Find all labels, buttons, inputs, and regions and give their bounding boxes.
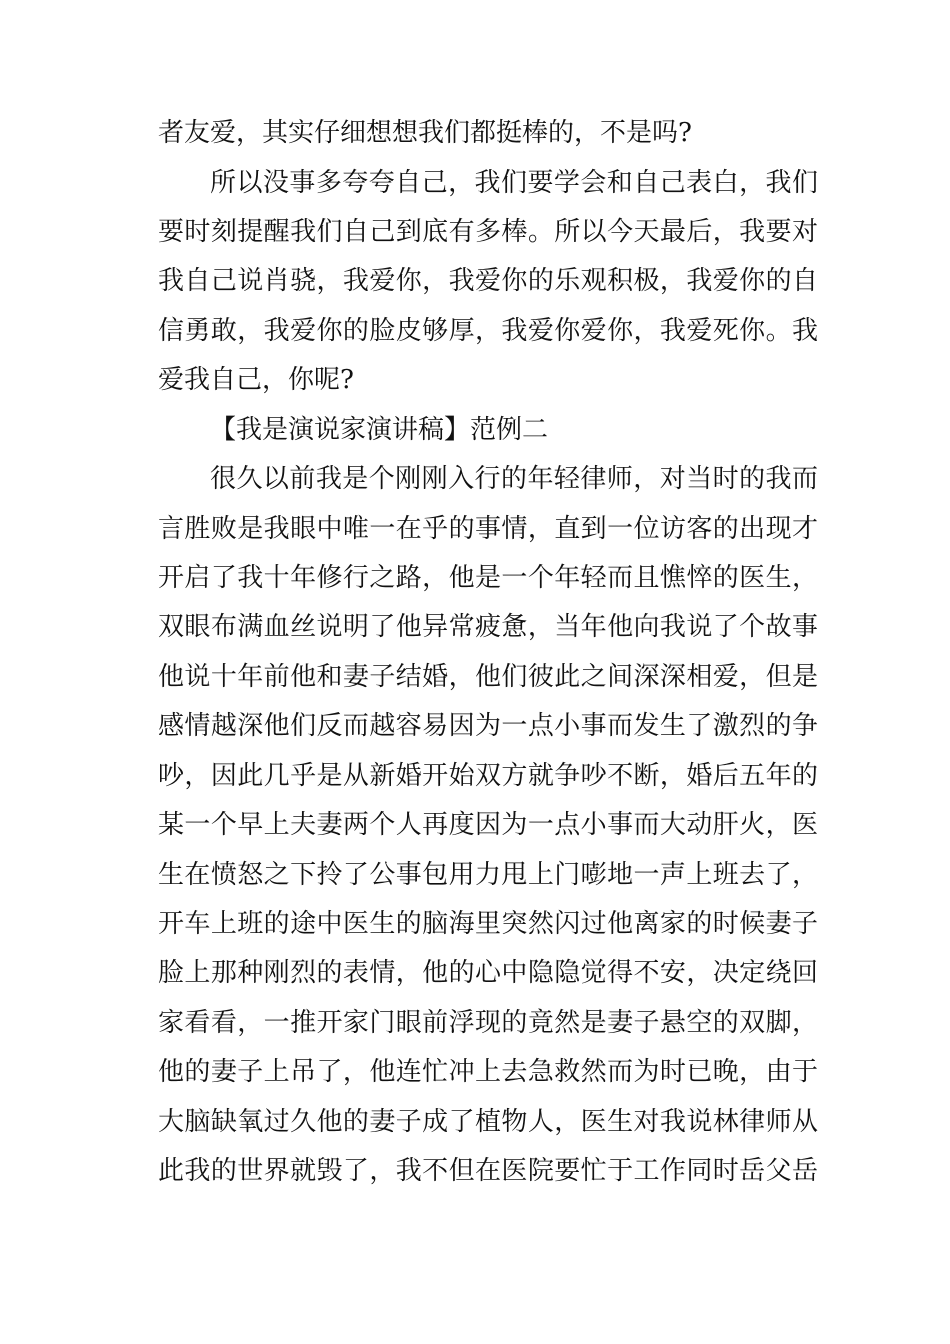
paragraph-line: 开车上班的途中医生的脑海里突然闪过他离家的时候妻子 bbox=[158, 909, 818, 939]
section-heading: 【我是演说家演讲稿】范例二 bbox=[210, 415, 549, 445]
paragraph-line: 开启了我十年修行之路，他是一个年轻而且憔悴的医生， bbox=[158, 563, 818, 593]
paragraph-line: 要时刻提醒我们自己到底有多棒。所以今天最后，我要对 bbox=[158, 217, 818, 247]
paragraph-line: 生在愤怒之下拎了公事包用力甩上门嘭地一声上班去了， bbox=[158, 860, 818, 890]
paragraph-line: 此我的世界就毁了，我不但在医院要忙于工作同时岳父岳 bbox=[158, 1156, 818, 1186]
paragraph-line: 我自己说肖骁，我爱你，我爱你的乐观积极，我爱你的自 bbox=[158, 266, 818, 296]
paragraph-line: 信勇敢，我爱你的脸皮够厚，我爱你爱你，我爱死你。我 bbox=[158, 316, 818, 346]
paragraph-line: 所以没事多夸夸自己，我们要学会和自己表白，我们 bbox=[210, 168, 818, 198]
paragraph-line: 者友爱，其实仔细想想我们都挺棒的，不是吗? bbox=[158, 118, 692, 148]
paragraph-line: 爱我自己，你呢? bbox=[158, 365, 354, 395]
paragraph-line: 感情越深他们反而越容易因为一点小事而发生了激烈的争 bbox=[158, 711, 818, 741]
paragraph-line: 家看看，一推开家门眼前浮现的竟然是妻子悬空的双脚， bbox=[158, 1008, 818, 1038]
paragraph-line: 他的妻子上吊了，他连忙冲上去急救然而为时已晚，由于 bbox=[158, 1057, 818, 1087]
paragraph-line: 脸上那种刚烈的表情，他的心中隐隐觉得不安，决定绕回 bbox=[158, 958, 818, 988]
paragraph-line: 大脑缺氧过久他的妻子成了植物人，医生对我说林律师从 bbox=[158, 1107, 818, 1137]
paragraph-line: 吵，因此几乎是从新婚开始双方就争吵不断，婚后五年的 bbox=[158, 761, 818, 791]
paragraph-line: 他说十年前他和妻子结婚，他们彼此之间深深相爱，但是 bbox=[158, 662, 818, 692]
paragraph-line: 言胜败是我眼中唯一在乎的事情，直到一位访客的出现才 bbox=[158, 514, 818, 544]
paragraph-line: 某一个早上夫妻两个人再度因为一点小事而大动肝火，医 bbox=[158, 810, 818, 840]
paragraph-line: 双眼布满血丝说明了他异常疲惫，当年他向我说了个故事 bbox=[158, 612, 818, 642]
paragraph-line: 很久以前我是个刚刚入行的年轻律师，对当时的我而 bbox=[210, 464, 818, 494]
